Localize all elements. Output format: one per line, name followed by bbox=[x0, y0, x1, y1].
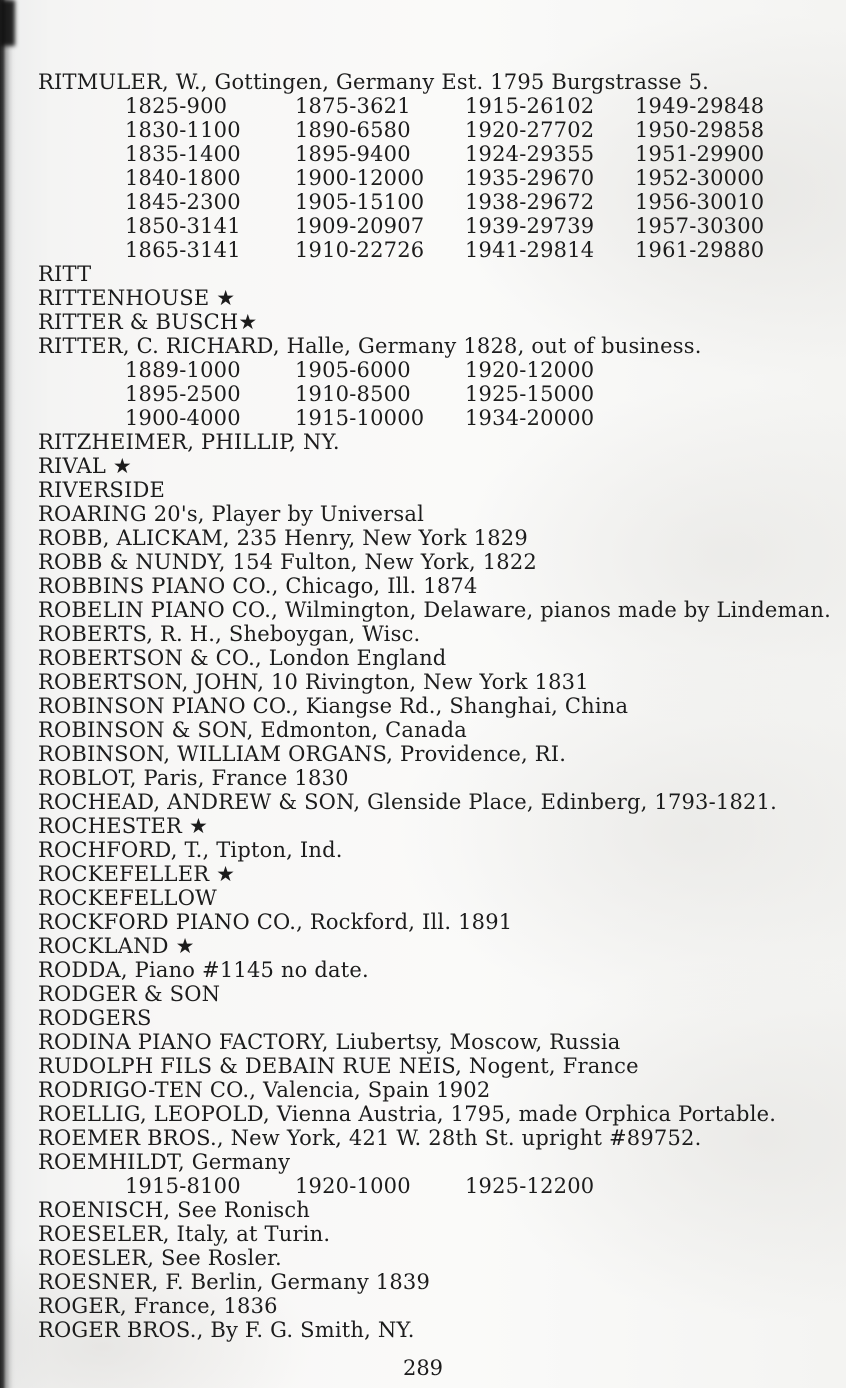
directory-entry: ROBINSON & SON, Edmonton, Canada bbox=[38, 718, 467, 742]
directory-entry: ROBERTS, R. H., Sheboygan, Wisc. bbox=[38, 622, 421, 646]
serial-table-row bbox=[38, 190, 836, 214]
serial-year-number: 1895-2500 bbox=[125, 382, 241, 406]
serial-year-number: 1961-29880 bbox=[635, 238, 765, 262]
scan-corner-shadow bbox=[0, 0, 15, 46]
serial-year-number: 1909-20907 bbox=[295, 214, 425, 238]
directory-entry: ROBINSON, WILLIAM ORGANS, Providence, RI. bbox=[38, 742, 567, 766]
piano-directory-list bbox=[38, 70, 836, 1342]
directory-entry: ROELLIG, LEOPOLD, Vienna Austria, 1795, made Orphica Portable. bbox=[38, 1102, 777, 1126]
ritter-serial-table bbox=[38, 358, 836, 430]
serial-year-number: 1895-9400 bbox=[295, 142, 411, 166]
roemhildt-serial-table bbox=[38, 1174, 836, 1198]
directory-entry: ROBLOT, Paris, France 1830 bbox=[38, 766, 349, 790]
serial-year-number: 1905-6000 bbox=[295, 358, 411, 382]
scan-edge-shadow bbox=[0, 0, 16, 1388]
serial-year-number: 1845-2300 bbox=[125, 190, 241, 214]
serial-year-number: 1825-900 bbox=[125, 94, 228, 118]
ritmuler-serial-table bbox=[38, 94, 836, 262]
serial-year-number: 1850-3141 bbox=[125, 214, 241, 238]
serial-table-row bbox=[38, 1174, 836, 1198]
serial-year-number: 1941-29814 bbox=[465, 238, 595, 262]
directory-entry: RODINA PIANO FACTORY, Liubertsy, Moscow, Russia bbox=[38, 1030, 621, 1054]
serial-year-number: 1925-15000 bbox=[465, 382, 595, 406]
directory-entry: RITZHEIMER, PHILLIP, NY. bbox=[38, 430, 340, 454]
directory-entry: RODRIGO-TEN CO., Valencia, Spain 1902 bbox=[38, 1078, 491, 1102]
directory-entry: ROCHESTER ★ bbox=[38, 814, 208, 838]
directory-entry: ROBINSON PIANO CO., Kiangse Rd., Shanghai, China bbox=[38, 694, 629, 718]
serial-table-row bbox=[38, 118, 836, 142]
serial-table-row bbox=[38, 142, 836, 166]
serial-year-number: 1915-10000 bbox=[295, 406, 425, 430]
serial-year-number: 1934-20000 bbox=[465, 406, 595, 430]
directory-entry: ROCHEAD, ANDREW & SON, Glenside Place, Edinberg, 1793-1821. bbox=[38, 790, 778, 814]
directory-entry: RITT bbox=[38, 262, 92, 286]
serial-year-number: 1920-1000 bbox=[295, 1174, 411, 1198]
serial-year-number: 1938-29672 bbox=[465, 190, 595, 214]
directory-entry: ROCKFORD PIANO CO., Rockford, Ill. 1891 bbox=[38, 910, 513, 934]
serial-table-row bbox=[38, 166, 836, 190]
page-number: 289 bbox=[402, 1356, 444, 1380]
serial-table-row bbox=[38, 94, 836, 118]
directory-entry: ROESELER, Italy, at Turin. bbox=[38, 1222, 331, 1246]
serial-year-number: 1920-27702 bbox=[465, 118, 595, 142]
directory-entry: ROGER BROS., By F. G. Smith, NY. bbox=[38, 1318, 415, 1342]
serial-table-row bbox=[38, 406, 836, 430]
serial-year-number: 1920-12000 bbox=[465, 358, 595, 382]
directory-entry: RODGER & SON bbox=[38, 982, 221, 1006]
serial-table-row bbox=[38, 358, 836, 382]
directory-entry: ROCKEFELLOW bbox=[38, 886, 217, 910]
serial-table-row bbox=[38, 238, 836, 262]
directory-entry: ROARING 20's, Player by Universal bbox=[38, 502, 424, 526]
serial-year-number: 1924-29355 bbox=[465, 142, 595, 166]
directory-entry: RIVERSIDE bbox=[38, 478, 166, 502]
directory-entry: RUDOLPH FILS & DEBAIN RUE NEIS, Nogent, France bbox=[38, 1054, 639, 1078]
serial-year-number: 1951-29900 bbox=[635, 142, 765, 166]
directory-entry: ROENISCH, See Ronisch bbox=[38, 1198, 311, 1222]
directory-entry: RITMULER, W., Gottingen, Germany Est. 1795 Burgstrasse 5. bbox=[38, 70, 710, 94]
directory-entry: ROCKLAND ★ bbox=[38, 934, 195, 958]
serial-year-number: 1915-26102 bbox=[465, 94, 595, 118]
serial-year-number: 1935-29670 bbox=[465, 166, 595, 190]
serial-year-number: 1915-8100 bbox=[125, 1174, 241, 1198]
directory-entry: RITTER & BUSCH★ bbox=[38, 310, 258, 334]
directory-entry: RIVAL ★ bbox=[38, 454, 132, 478]
directory-entry: ROBERTSON, JOHN, 10 Rivington, New York 1831 bbox=[38, 670, 589, 694]
serial-year-number: 1950-29858 bbox=[635, 118, 765, 142]
serial-year-number: 1956-30010 bbox=[635, 190, 765, 214]
serial-table-row bbox=[38, 382, 836, 406]
directory-entry: ROEMHILDT, Germany bbox=[38, 1150, 291, 1174]
directory-entry: ROESNER, F. Berlin, Germany 1839 bbox=[38, 1270, 431, 1294]
serial-year-number: 1830-1100 bbox=[125, 118, 241, 142]
serial-year-number: 1865-3141 bbox=[125, 238, 241, 262]
serial-year-number: 1835-1400 bbox=[125, 142, 241, 166]
directory-entry: ROESLER, See Rosler. bbox=[38, 1246, 282, 1270]
serial-year-number: 1925-12200 bbox=[465, 1174, 595, 1198]
directory-entry: RITTENHOUSE ★ bbox=[38, 286, 236, 310]
directory-entry: ROBBINS PIANO CO., Chicago, Ill. 1874 bbox=[38, 574, 478, 598]
directory-entry: ROBB & NUNDY, 154 Fulton, New York, 1822 bbox=[38, 550, 537, 574]
directory-entry: ROBERTSON & CO., London England bbox=[38, 646, 447, 670]
serial-year-number: 1900-12000 bbox=[295, 166, 425, 190]
directory-entry: RODDA, Piano #1145 no date. bbox=[38, 958, 369, 982]
serial-year-number: 1840-1800 bbox=[125, 166, 241, 190]
serial-year-number: 1875-3621 bbox=[295, 94, 411, 118]
serial-year-number: 1939-29739 bbox=[465, 214, 595, 238]
serial-year-number: 1910-8500 bbox=[295, 382, 411, 406]
directory-entry: ROBELIN PIANO CO., Wilmington, Delaware, pianos made by Lindeman. bbox=[38, 598, 831, 622]
serial-year-number: 1952-30000 bbox=[635, 166, 765, 190]
directory-entry: ROCKEFELLER ★ bbox=[38, 862, 236, 886]
directory-entry: ROBB, ALICKAM, 235 Henry, New York 1829 bbox=[38, 526, 528, 550]
directory-entry: RODGERS bbox=[38, 1006, 152, 1030]
directory-entry: RITTER, C. RICHARD, Halle, Germany 1828, out of business. bbox=[38, 334, 702, 358]
directory-entry: ROGER, France, 1836 bbox=[38, 1294, 278, 1318]
serial-year-number: 1949-29848 bbox=[635, 94, 765, 118]
serial-year-number: 1890-6580 bbox=[295, 118, 411, 142]
serial-year-number: 1900-4000 bbox=[125, 406, 241, 430]
directory-entry: ROEMER BROS., New York, 421 W. 28th St. upright #89752. bbox=[38, 1126, 702, 1150]
serial-year-number: 1957-30300 bbox=[635, 214, 765, 238]
serial-year-number: 1905-15100 bbox=[295, 190, 425, 214]
serial-year-number: 1910-22726 bbox=[295, 238, 425, 262]
directory-entry: ROCHFORD, T., Tipton, Ind. bbox=[38, 838, 343, 862]
serial-table-row bbox=[38, 214, 836, 238]
serial-year-number: 1889-1000 bbox=[125, 358, 241, 382]
